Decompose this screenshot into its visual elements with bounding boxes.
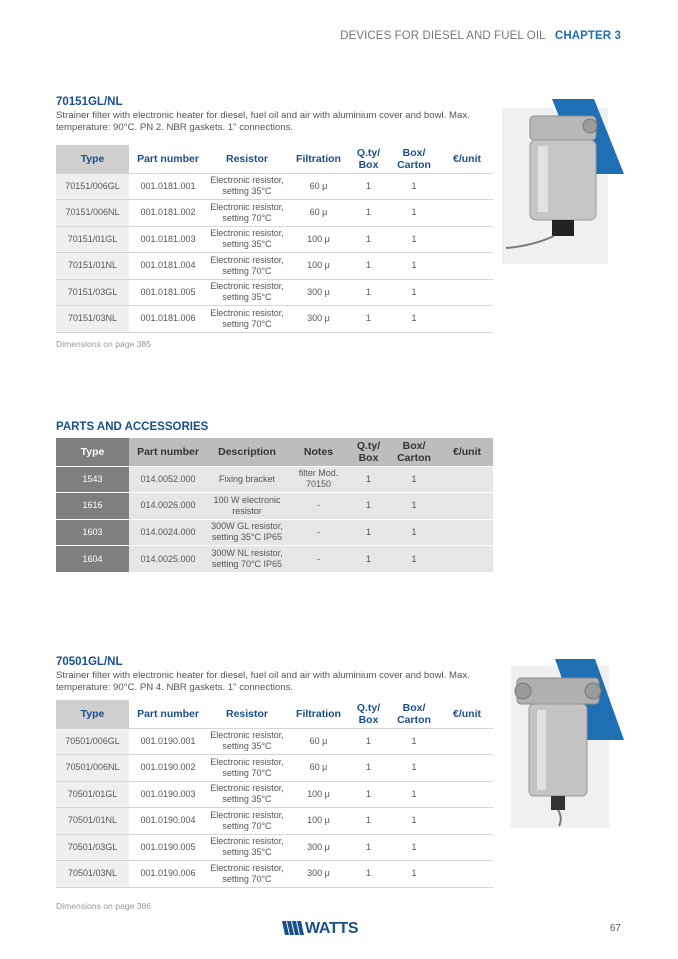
cell-price: [441, 493, 493, 520]
product-code: 70501GL/NL: [56, 656, 123, 668]
cell-type: 1604: [56, 546, 129, 573]
filter-70151-photo: [502, 96, 624, 264]
cell-qty-box: 1: [350, 808, 387, 835]
cell-resistor: Electronic resistor, setting 35°C: [207, 226, 287, 253]
cell-filtration: 60 μ: [287, 173, 350, 200]
cell-price: [441, 546, 493, 573]
col-header-qty-box: Q.ty/ Box: [350, 700, 387, 728]
cell-type: 70151/006GL: [56, 173, 129, 200]
cell-type: 70501/006GL: [56, 728, 129, 755]
cell-part-number: 001.0190.004: [129, 808, 207, 835]
product-70151-table-wrap: [56, 145, 493, 349]
cell-qty-box: 1: [350, 226, 387, 253]
cell-box-carton: 1: [387, 546, 441, 573]
parts-accessories-section: [56, 421, 493, 572]
table-row: [56, 306, 493, 333]
cell-type: 1543: [56, 466, 129, 493]
cell-price: [441, 173, 493, 200]
cell-price: [441, 200, 493, 227]
cell-filtration: 100 μ: [287, 226, 350, 253]
cell-type: 70501/006NL: [56, 755, 129, 782]
dimensions-note: Dimensions on page 385: [56, 338, 152, 349]
cell-resistor: Electronic resistor, setting 35°C: [207, 279, 287, 306]
col-header-notes: Notes: [287, 438, 350, 466]
cell-box-carton: 1: [387, 173, 441, 200]
cell-type: 70151/03GL: [56, 279, 129, 306]
cell-box-carton: 1: [387, 279, 441, 306]
cell-resistor: Electronic resistor, setting 70°C: [207, 861, 287, 888]
cell-qty-box: 1: [350, 253, 387, 280]
cell-type: 70151/006NL: [56, 200, 129, 227]
cell-box-carton: 1: [387, 808, 441, 835]
cell-price: [441, 279, 493, 306]
cell-part-number: 001.0181.001: [129, 173, 207, 200]
cell-price: [441, 226, 493, 253]
cell-box-carton: 1: [387, 226, 441, 253]
cell-qty-box: 1: [350, 834, 387, 861]
cell-resistor: Electronic resistor, setting 35°C: [207, 728, 287, 755]
cell-box-carton: 1: [387, 755, 441, 782]
table-row: [56, 493, 493, 520]
cell-filtration: 300 μ: [287, 834, 350, 861]
cell-part-number: 001.0190.006: [129, 861, 207, 888]
cell-price: [441, 306, 493, 333]
cell-price: [441, 728, 493, 755]
col-header-price: €/unit: [441, 145, 493, 173]
table-row: [56, 279, 493, 306]
cell-description: Fixing bracket: [207, 466, 287, 493]
table-row: [56, 253, 493, 280]
cell-price: [441, 781, 493, 808]
table-row: [56, 728, 493, 755]
cell-part-number: 001.0190.001: [129, 728, 207, 755]
watts-logo: [282, 920, 358, 938]
cell-resistor: Electronic resistor, setting 35°C: [207, 834, 287, 861]
cell-part-number: 001.0181.006: [129, 306, 207, 333]
cell-filtration: 60 μ: [287, 728, 350, 755]
cell-box-carton: 1: [387, 253, 441, 280]
cell-price: [441, 834, 493, 861]
cell-notes: filter Mod. 70150: [287, 466, 350, 493]
cell-box-carton: 1: [387, 493, 441, 520]
col-header-part-number: Part number: [129, 145, 207, 173]
cell-box-carton: 1: [387, 200, 441, 227]
product-70501-table-wrap: [56, 700, 493, 888]
col-header-qty-box: Q.ty/ Box: [350, 438, 387, 466]
cell-part-number: 001.0190.002: [129, 755, 207, 782]
table-header-row: [56, 700, 493, 728]
chapter-label: CHAPTER 3: [554, 30, 621, 42]
table-row: [56, 226, 493, 253]
product-70151-table: [56, 145, 493, 333]
cell-resistor: Electronic resistor, setting 70°C: [207, 755, 287, 782]
table-row: [56, 519, 493, 546]
cell-resistor: Electronic resistor, setting 70°C: [207, 253, 287, 280]
chapter-section-title: DEVICES FOR DIESEL AND FUEL OIL: [340, 30, 546, 42]
table-row: [56, 808, 493, 835]
col-header-resistor: Resistor: [207, 145, 287, 173]
col-header-box-carton: Box/ Carton: [387, 700, 441, 728]
cell-filtration: 60 μ: [287, 755, 350, 782]
cell-price: [441, 808, 493, 835]
cell-notes: -: [287, 493, 350, 520]
cell-qty-box: 1: [350, 781, 387, 808]
table-row: [56, 173, 493, 200]
cell-resistor: Electronic resistor, setting 70°C: [207, 808, 287, 835]
page-header: [340, 30, 621, 42]
cell-part-number: 001.0181.004: [129, 253, 207, 280]
product-70501-table: [56, 700, 493, 888]
page-number: 67: [609, 923, 621, 934]
cell-filtration: 300 μ: [287, 306, 350, 333]
col-header-type: Type: [56, 700, 129, 728]
table-header-row: [56, 438, 493, 466]
col-header-resistor: Resistor: [207, 700, 287, 728]
cell-notes: -: [287, 546, 350, 573]
cell-price: [441, 861, 493, 888]
product-code: 70151GL/NL: [56, 96, 123, 108]
col-header-filtration: Filtration: [287, 145, 350, 173]
cell-filtration: 100 μ: [287, 781, 350, 808]
cell-description: 100 W electronic resistor: [207, 493, 287, 520]
cell-qty-box: 1: [350, 519, 387, 546]
dimensions-note: Dimensions on page 386: [56, 901, 152, 911]
brand-name: WATTS: [305, 920, 359, 937]
product-70501-section: [56, 656, 493, 694]
parts-accessories-title: PARTS AND ACCESSORIES: [56, 421, 209, 433]
cell-part-number: 014.0052.000: [129, 466, 207, 493]
cell-box-carton: 1: [387, 306, 441, 333]
cell-part-number: 001.0190.005: [129, 834, 207, 861]
cell-resistor: Electronic resistor, setting 70°C: [207, 200, 287, 227]
cell-resistor: Electronic resistor, setting 35°C: [207, 173, 287, 200]
product-description: Strainer filter with electronic heater for diesel, fuel oil and air with aluminium cover and bowl. Max. temperature: 90°C. PN 2. NBR gaskets. 1" connections.: [56, 110, 470, 133]
cell-price: [441, 466, 493, 493]
cell-qty-box: 1: [350, 200, 387, 227]
watts-logo-mark-icon: [282, 921, 304, 935]
cell-type: 70501/03GL: [56, 834, 129, 861]
cell-qty-box: 1: [350, 173, 387, 200]
cell-type: 1603: [56, 519, 129, 546]
cell-qty-box: 1: [350, 546, 387, 573]
cell-part-number: 014.0026.000: [129, 493, 207, 520]
cell-part-number: 001.0190.003: [129, 781, 207, 808]
cell-box-carton: 1: [387, 728, 441, 755]
cell-box-carton: 1: [387, 834, 441, 861]
product-description: Strainer filter with electronic heater for diesel, fuel oil and air with aluminium cover and bowl. Max. temperature: 90°C. PN 4. NBR gaskets. 1" connections.: [56, 670, 470, 693]
cell-qty-box: 1: [350, 493, 387, 520]
cell-type: 70501/03NL: [56, 861, 129, 888]
cell-qty-box: 1: [350, 466, 387, 493]
col-header-part-number: Part number: [129, 438, 207, 466]
cell-box-carton: 1: [387, 519, 441, 546]
product-70151-section: [56, 96, 493, 134]
col-header-filtration: Filtration: [287, 700, 350, 728]
col-header-part-number: Part number: [129, 700, 207, 728]
parts-accessories-table: [56, 438, 493, 572]
table-row: [56, 781, 493, 808]
cell-box-carton: 1: [387, 861, 441, 888]
table-row: [56, 200, 493, 227]
cell-part-number: 001.0181.005: [129, 279, 207, 306]
table-row: [56, 466, 493, 493]
cell-part-number: 001.0181.002: [129, 200, 207, 227]
cell-filtration: 100 μ: [287, 808, 350, 835]
cell-part-number: 014.0024.000: [129, 519, 207, 546]
cell-type: 70501/01NL: [56, 808, 129, 835]
cell-qty-box: 1: [350, 306, 387, 333]
cell-qty-box: 1: [350, 728, 387, 755]
cell-filtration: 300 μ: [287, 861, 350, 888]
col-header-type: Type: [56, 438, 129, 466]
cell-price: [441, 755, 493, 782]
cell-price: [441, 519, 493, 546]
cell-resistor: Electronic resistor, setting 70°C: [207, 306, 287, 333]
table-header-row: [56, 145, 493, 173]
cell-part-number: 014.0025.000: [129, 546, 207, 573]
cell-notes: -: [287, 519, 350, 546]
col-header-qty-box: Q.ty/ Box: [350, 145, 387, 173]
product-70501-dimensions: [56, 895, 493, 911]
col-header-price: €/unit: [441, 438, 493, 466]
cell-box-carton: 1: [387, 466, 441, 493]
cell-type: 70501/01GL: [56, 781, 129, 808]
cell-price: [441, 253, 493, 280]
table-row: [56, 861, 493, 888]
col-header-price: €/unit: [441, 700, 493, 728]
cell-type: 70151/01GL: [56, 226, 129, 253]
cell-filtration: 60 μ: [287, 200, 350, 227]
cell-part-number: 001.0181.003: [129, 226, 207, 253]
cell-qty-box: 1: [350, 279, 387, 306]
cell-description: 300W NL resistor, setting 70°C IP65: [207, 546, 287, 573]
col-header-box-carton: Box/ Carton: [387, 438, 441, 466]
cell-filtration: 300 μ: [287, 279, 350, 306]
cell-type: 70151/03NL: [56, 306, 129, 333]
filter-70501-photo: [511, 656, 624, 828]
table-row: [56, 546, 493, 573]
cell-type: 70151/01NL: [56, 253, 129, 280]
cell-qty-box: 1: [350, 755, 387, 782]
col-header-type: Type: [56, 145, 129, 173]
table-row: [56, 755, 493, 782]
cell-type: 1616: [56, 493, 129, 520]
col-header-description: Description: [207, 438, 287, 466]
col-header-box-carton: Box/ Carton: [387, 145, 441, 173]
cell-description: 300W GL resistor, setting 35°C IP65: [207, 519, 287, 546]
table-row: [56, 834, 493, 861]
cell-qty-box: 1: [350, 861, 387, 888]
cell-resistor: Electronic resistor, setting 35°C: [207, 781, 287, 808]
cell-box-carton: 1: [387, 781, 441, 808]
cell-filtration: 100 μ: [287, 253, 350, 280]
